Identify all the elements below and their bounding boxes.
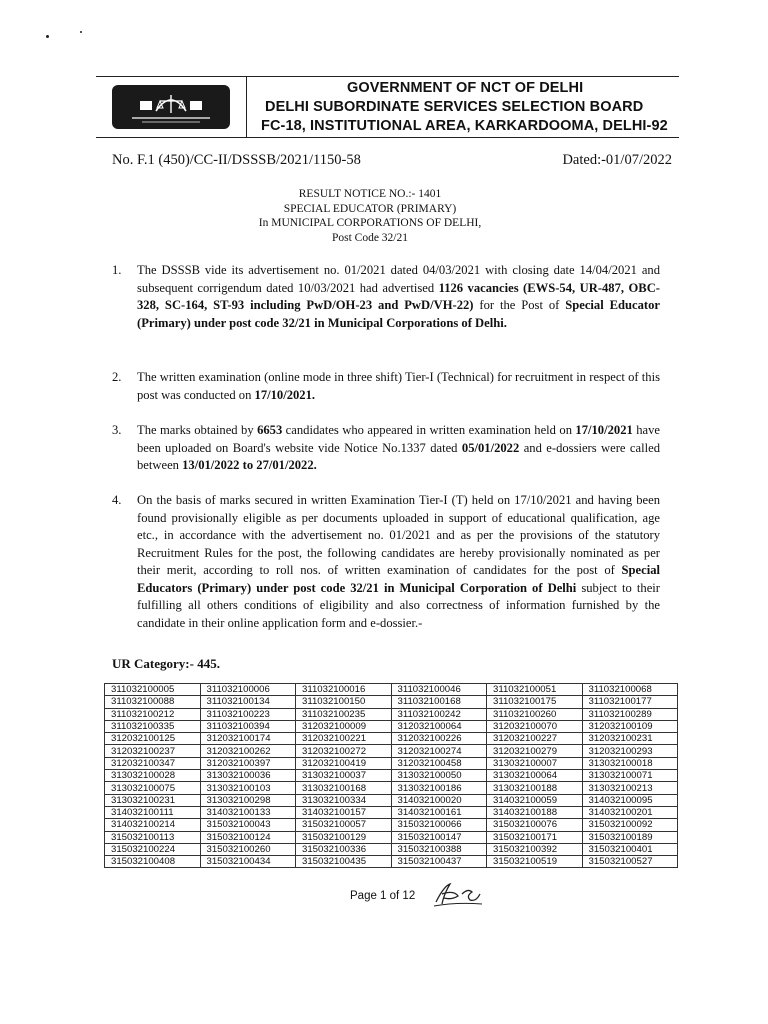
roll-number-cell: 313032100231: [105, 794, 201, 806]
roll-number-cell: 315032100057: [296, 819, 392, 831]
roll-number-cell: 313032100036: [200, 770, 296, 782]
roll-number-cell: 315032100388: [391, 843, 487, 855]
candidate-count-bold: 6653: [257, 423, 283, 437]
roll-number-cell: 311032100006: [200, 684, 296, 696]
table-row: [105, 720, 678, 732]
roll-number-cell: 312032100397: [200, 757, 296, 769]
text-run: have been uploaded on Board's website vide Notice No.1337 dated: [137, 423, 661, 455]
roll-number-cell: 312032100064: [391, 720, 487, 732]
paragraph-1: [112, 262, 660, 332]
roll-number-table: [104, 683, 678, 868]
paragraph-number: 1.: [112, 263, 122, 277]
roll-number-cell: 313032100213: [582, 782, 678, 794]
text-run: The marks obtained by: [137, 423, 258, 437]
table-row: [105, 733, 678, 745]
roll-number-cell: 313032100064: [487, 770, 583, 782]
table-row: [105, 856, 678, 868]
file-number: No. F.1 (450)/CC-II/DSSSB/2021/1150-58: [112, 152, 361, 168]
roll-number-cell: 315032100113: [105, 831, 201, 843]
roll-number-cell: 314032100111: [105, 806, 201, 818]
roll-number-cell: 311032100289: [582, 708, 678, 720]
table-row: [105, 831, 678, 843]
roll-number-cell: 311032100134: [200, 696, 296, 708]
roll-number-cell: 315032100066: [391, 819, 487, 831]
roll-number-cell: 313032100071: [582, 770, 678, 782]
roll-number-cell: 312032100279: [487, 745, 583, 757]
logo-container: [96, 77, 247, 137]
roll-number-cell: 312032100221: [296, 733, 392, 745]
roll-number-cell: 313032100168: [296, 782, 392, 794]
roll-number-cell: 311032100260: [487, 708, 583, 720]
table-row: [105, 794, 678, 806]
roll-number-cell: 311032100068: [582, 684, 678, 696]
exam-date-bold: 17/10/2021: [575, 423, 633, 437]
paragraph-2: [112, 369, 660, 404]
roll-number-cell: 315032100147: [391, 831, 487, 843]
roll-number-cell: 314032100214: [105, 819, 201, 831]
roll-number-cell: 313032100050: [391, 770, 487, 782]
roll-number-cell: 313032100037: [296, 770, 392, 782]
roll-number-cell: 313032100188: [487, 782, 583, 794]
paragraph-text: [137, 422, 660, 475]
roll-number-cell: 315032100129: [296, 831, 392, 843]
roll-number-cell: 314032100133: [200, 806, 296, 818]
roll-number-cell: 315032100437: [391, 856, 487, 868]
page-number: Page 1 of 12: [350, 890, 416, 902]
post-name: SPECIAL EDUCATOR (PRIMARY): [283, 202, 457, 215]
roll-number-cell: 313032100018: [582, 757, 678, 769]
roll-number-cell: 315032100189: [582, 831, 678, 843]
roll-number-cell: 311032100150: [296, 696, 392, 708]
roll-number-cell: 311032100175: [487, 696, 583, 708]
dsssb-logo: [112, 85, 230, 129]
scan-speck: [80, 31, 82, 33]
roll-number-cell: 312032100125: [105, 733, 201, 745]
roll-number-cell: 313032100007: [487, 757, 583, 769]
text-run: subject to their fulfilling all others conditions of eligibility and also correctness of information furnished by the candidate in their online application form and e-dossier.-: [137, 580, 660, 630]
roll-number-cell: 315032100527: [582, 856, 678, 868]
post-bold: Special Educator (Primary) under post code 32/21 in Municipal Corporations of Delhi.: [137, 298, 660, 330]
roll-number-cell: 311032100235: [296, 708, 392, 720]
roll-number-cell: 312032100419: [296, 757, 392, 769]
roll-number-cell: 311032100177: [582, 696, 678, 708]
roll-number-cell: 312032100009: [296, 720, 392, 732]
roll-number-cell: 313032100103: [200, 782, 296, 794]
roll-number-cell: 313032100028: [105, 770, 201, 782]
text-run: and e-dossiers were called between: [137, 440, 661, 472]
roll-number-cell: 312032100109: [582, 720, 678, 732]
paragraph-3: [112, 422, 660, 475]
roll-number-cell: 315032100076: [487, 819, 583, 831]
roll-number-cell: 312032100458: [391, 757, 487, 769]
roll-number-cell: 314032100188: [487, 806, 583, 818]
roll-number-cell: 311032100051: [487, 684, 583, 696]
paragraph-text: [137, 369, 660, 404]
roll-number-cell: 314032100201: [582, 806, 678, 818]
roll-number-cell: 312032100226: [391, 733, 487, 745]
roll-number-cell: 314032100059: [487, 794, 583, 806]
roll-number-cell: 311032100394: [200, 720, 296, 732]
table-row: [105, 806, 678, 818]
roll-number-cell: 311032100016: [296, 684, 392, 696]
notice-date: Dated:-01/07/2022: [562, 152, 672, 168]
roll-number-cell: 313032100298: [200, 794, 296, 806]
text-run: On the basis of marks secured in written Examination Tier-I (T) held on 17/10/2021 and having been found provisionally eligible as per documents uploaded in support of educational qualification, age etc., in accordance with the advertisement no. 01/2021 and as per the provisions of the statutory Recruitment Rules for the post, the following candidates are hereby provisionally nominated as per their merit, according to roll nos. of written examination of candidates for the post of: [137, 493, 660, 577]
text-run: for the Post of: [473, 298, 566, 312]
edossier-dates-bold: 13/01/2022 to 27/01/2022.: [182, 458, 317, 472]
roll-number-cell: 314032100020: [391, 794, 487, 806]
paragraph-text: [137, 262, 660, 332]
roll-number-cell: 311032100168: [391, 696, 487, 708]
roll-number-cell: 315032100260: [200, 843, 296, 855]
roll-number-cell: 312032100347: [105, 757, 201, 769]
roll-number-cell: 315032100171: [487, 831, 583, 843]
roll-number-cell: 311032100335: [105, 720, 201, 732]
roll-number-cell: 311032100005: [105, 684, 201, 696]
table-row: [105, 684, 678, 696]
roll-number-cell: 313032100334: [296, 794, 392, 806]
roll-number-cell: 312032100227: [487, 733, 583, 745]
letterhead-text: [247, 77, 679, 137]
category-heading: UR Category:- 445.: [112, 656, 220, 671]
table-row: [105, 745, 678, 757]
roll-number-cell: 312032100262: [200, 745, 296, 757]
roll-number-cell: 311032100088: [105, 696, 201, 708]
roll-number-cell: 315032100336: [296, 843, 392, 855]
header-line-board: DELHI SUBORDINATE SERVICES SELECTION BOARD: [265, 98, 644, 115]
paragraph-4: [112, 492, 660, 632]
post-bold: Special Educators (Primary) under post code 32/21 in Municipal Corporation of Delhi: [137, 563, 660, 595]
roll-number-cell: 315032100092: [582, 819, 678, 831]
roll-number-cell: 315032100392: [487, 843, 583, 855]
text-run: The written examination (online mode in three shift) Tier-I (Technical) for recruitment in respect of this post was conducted on: [137, 370, 660, 402]
scan-speck: [46, 35, 49, 38]
roll-number-cell: 315032100124: [200, 831, 296, 843]
roll-number-cell: 311032100212: [105, 708, 201, 720]
header-line-address: FC-18, INSTITUTIONAL AREA, KARKARDOOMA, DELHI-92: [261, 117, 668, 134]
roll-number-cell: 315032100043: [200, 819, 296, 831]
table-row: [105, 708, 678, 720]
table-row: [105, 843, 678, 855]
roll-number-cell: 315032100435: [296, 856, 392, 868]
table-row: [105, 782, 678, 794]
roll-number-cell: 314032100095: [582, 794, 678, 806]
emblem-icon: [116, 87, 226, 127]
notice-title: [200, 187, 540, 245]
roll-number-cell: 313032100186: [391, 782, 487, 794]
header-line-govt: GOVERNMENT OF NCT OF DELHI: [347, 79, 584, 96]
roll-number-cell: 312032100237: [105, 745, 201, 757]
roll-number-cell: 312032100070: [487, 720, 583, 732]
signature-icon: [432, 880, 492, 910]
roll-number-cell: 312032100272: [296, 745, 392, 757]
roll-number-cell: 311032100223: [200, 708, 296, 720]
roll-number-cell: 313032100075: [105, 782, 201, 794]
table-row: [105, 696, 678, 708]
text-run: candidates who appeared in written examination held on: [282, 423, 576, 437]
reference-line: [112, 152, 672, 169]
department: In MUNICIPAL CORPORATIONS OF DELHI,: [258, 217, 482, 229]
roll-number-cell: 315032100519: [487, 856, 583, 868]
roll-number-cell: 312032100174: [200, 733, 296, 745]
paragraph-number: 3.: [112, 423, 122, 437]
post-code: Post Code 32/21: [331, 231, 409, 244]
roll-number-cell: 311032100046: [391, 684, 487, 696]
paragraph-number: 2.: [112, 370, 122, 384]
paragraph-text: [137, 492, 660, 632]
paragraph-number: 4.: [112, 493, 122, 507]
table-row: [105, 757, 678, 769]
exam-date-bold: 17/10/2021.: [254, 387, 316, 402]
result-notice-number: RESULT NOTICE NO.:- 1401: [298, 188, 442, 200]
roll-number-cell: 315032100434: [200, 856, 296, 868]
vacancies-bold: 1126 vacancies (EWS-54, UR-487, OBC-328, SC-164, ST-93 including PwD/OH-23 and PwD/VH-22): [137, 280, 660, 312]
roll-number-cell: 315032100408: [105, 856, 201, 868]
roll-number-cell: 315032100224: [105, 843, 201, 855]
roll-number-cell: 314032100157: [296, 806, 392, 818]
roll-number-cell: 312032100231: [582, 733, 678, 745]
roll-number-cell: 312032100274: [391, 745, 487, 757]
table-row: [105, 770, 678, 782]
roll-number-cell: 311032100242: [391, 708, 487, 720]
notice-date-bold: 05/01/2022: [461, 440, 520, 455]
roll-number-cell: 315032100401: [582, 843, 678, 855]
text-run: The DSSSB vide its advertisement no. 01/2021 dated 04/03/2021 with closing date 14/04/2021 and subsequent corrigendum dated 10/03/2021 had advertised: [137, 263, 660, 295]
roll-number-cell: 312032100293: [582, 745, 678, 757]
letterhead: [96, 76, 679, 138]
table-row: [105, 819, 678, 831]
roll-number-cell: 314032100161: [391, 806, 487, 818]
